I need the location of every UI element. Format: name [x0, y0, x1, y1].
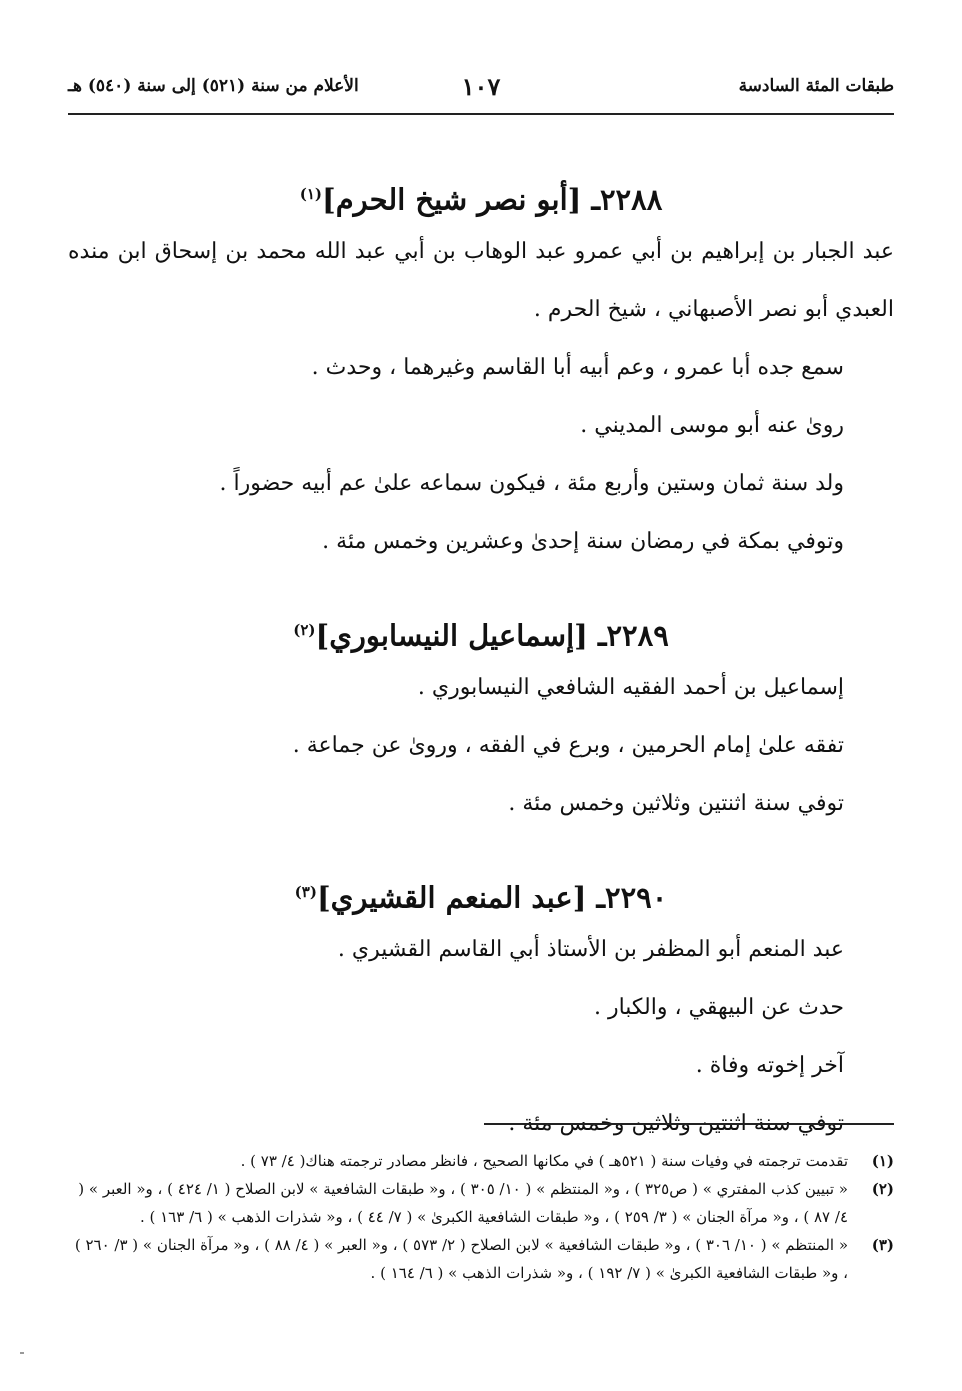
spacer [68, 571, 894, 601]
footnote-separator [484, 1123, 894, 1125]
entry-paragraph: عبد المنعم أبو المظفر بن الأستاذ أبي القاسم القشيري . [337, 937, 844, 962]
footnote-ref: (١) [299, 185, 322, 203]
footnote-number: (٢) [871, 1180, 894, 1198]
footnote-number: (١) [871, 1152, 894, 1170]
footnote-text: « المنتظم » ( ١٠/ ٣٠٦ ) ، و« طبقات الشافعية » لابن الصلاح ( ٢/ ٥٧٣ ) ، و« العبر » ( ٤/ ٨٨ ) ، و« مرآة الجنان » ( ٣/ ٢٦٠ ) ، و« طبقات الشافعية الكبرىٰ » ( ٧/ ١٩٢ ) ، و« شذرات الذهب » ( ٦/ ١٦٤ ) . [74, 1236, 848, 1282]
entry-title [68, 165, 894, 223]
footnote-ref: (٢) [293, 621, 316, 639]
entry-2288 [68, 165, 894, 571]
entry-paragraph: سمع جده أبا عمرو ، وعم أبيه أبا القاسم وغيرهما ، وحدث . [311, 355, 844, 380]
entry-paragraph: توفي سنة اثنتين وثلاثين وخمس مئة . [508, 791, 844, 816]
entry-title [68, 863, 894, 921]
entry-paragraph: آخر إخوته وفاة . [695, 1053, 844, 1078]
footnote-ref: (٣) [294, 883, 317, 901]
scan-speck [20, 1352, 24, 1354]
main-text [68, 165, 894, 1153]
entry-2290 [68, 863, 894, 1153]
entry-paragraph: عبد الجبار بن إبراهيم بن أبي عمرو عبد الوهاب بن أبي عبد الله محمد بن إسحاق ابن منده العبدي أبو نصر الأصبهاني ، شيخ الحرم . [68, 239, 894, 322]
page-number: ١٠٧ [461, 72, 501, 101]
entry-paragraph: ولد سنة ثمان وستين وأربع مئة ، فيكون سماعه علىٰ عم أبيه حضوراً . [219, 471, 844, 496]
entry-title-text: ٢٢٨٨ـ [أبو نصر شيخ الحرم] [321, 182, 663, 217]
entry-title-text: ٢٢٩٠ـ [عبد المنعم القشيري] [316, 880, 668, 915]
header-book-title: طبقات المئة السادسة [738, 76, 894, 96]
header-section-range: الأعلام من سنة (٥٢١) إلى سنة (٥٤٠) هـ [68, 76, 359, 96]
entry-paragraph: توفي سنة اثنتين وثلاثين وخمس مئة . [508, 1111, 844, 1136]
footnote-item [68, 1231, 894, 1287]
footnote-item [68, 1147, 894, 1175]
entry-paragraph: حدث عن البيهقي ، والكبار . [593, 995, 844, 1020]
header-rule [68, 113, 894, 115]
spacer [68, 833, 894, 863]
footnote-text: « تبيين كذب المفتري » ( ص٣٢٥ ) ، و« المنتظم » ( ١٠/ ٣٠٥ ) ، و« طبقات الشافعية » لابن الصلاح ( ١/ ٤٢٤ ) ، و« العبر » ( ٤/ ٨٧ ) ، و« مرآة الجنان » ( ٣/ ٢٥٩ ) ، و« طبقات الشافعية الكبرىٰ » ( ٧/ ٤٤ ) ، و« شذرات الذهب » ( ٦/ ١٦٣ ) . [78, 1180, 848, 1226]
entry-paragraph: وتوفي بمكة في رمضان سنة إحدىٰ وعشرين وخمس مئة . [322, 529, 844, 554]
running-header [68, 72, 894, 106]
footnotes [68, 1147, 894, 1287]
entry-paragraph: تفقه علىٰ إمام الحرمين ، وبرع في الفقه ، ورویٰ عن جماعة . [292, 733, 844, 758]
entry-paragraph: إسماعيل بن أحمد الفقيه الشافعي النيسابوري . [417, 675, 844, 700]
entry-2289 [68, 601, 894, 833]
entry-paragraph: رویٰ عنه أبو موسى المديني . [580, 413, 844, 438]
footnote-text: تقدمت ترجمته في وفيات سنة ( ٥٢١هـ ) في مكانها الصحيح ، فانظر مصادر ترجمته هناك( ٤/ ٧٣ ) . [240, 1152, 848, 1170]
footnote-item [68, 1175, 894, 1231]
entry-title [68, 601, 894, 659]
footnote-number: (٣) [871, 1236, 894, 1254]
entry-title-text: ٢٢٨٩ـ [إسماعيل النيسابوري] [315, 618, 669, 653]
